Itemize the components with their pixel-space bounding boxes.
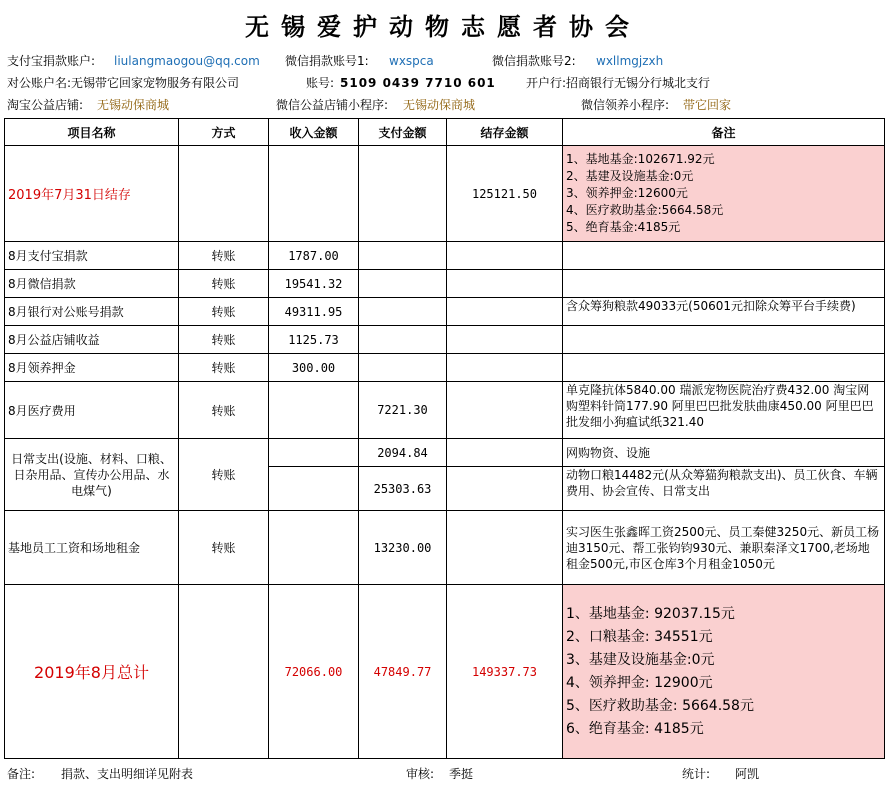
wages-balance (447, 511, 563, 585)
row-balance (447, 270, 563, 298)
opening-remark-line: 3、领养押金:12600元 (566, 186, 688, 200)
daily-balance (447, 439, 563, 467)
header-name: 项目名称 (5, 119, 179, 146)
total-remark-line: 6、绝育基金: 4185元 (566, 720, 704, 737)
row-remark: 含众筹狗粮款49033元(50601元扣除众筹平台手续费) (563, 298, 885, 326)
wages-remark: 实习医生张鑫晖工资2500元、员工秦健3250元、新员工杨迪3150元、帮工张钧钧930元、兼职秦泽文1700,老场地租金500元,市区仓库3个月租金1050元 (563, 511, 885, 585)
row-method: 转账 (179, 298, 269, 326)
total-balance: 149337.73 (447, 585, 563, 759)
row-method: 转账 (179, 242, 269, 270)
info-row-accounts (0, 50, 886, 74)
opening-expense (359, 146, 447, 242)
opening-method (179, 146, 269, 242)
wechat1-value: wxspca (389, 54, 434, 68)
row-method: 转账 (179, 326, 269, 354)
total-remark-line: 4、领养押金: 12900元 (566, 674, 713, 691)
daily-expense-1: 2094.84 (359, 439, 447, 467)
row-expense (359, 354, 447, 382)
daily-remark-1: 网购物资、设施 (563, 439, 885, 467)
table-row (5, 242, 885, 270)
daily-name: 日常支出(设施、材料、口粮、日杂用品、宣传办公用品、水电煤气) (5, 439, 179, 511)
wages-expense: 13230.00 (359, 511, 447, 585)
footer-remark-value: 捐款、支出明细详见附表 (61, 767, 194, 781)
daily-expense-2: 25303.63 (359, 467, 447, 511)
row-method: 转账 (179, 354, 269, 382)
row-remark (563, 270, 885, 298)
wages-name: 基地员工工资和场地租金 (5, 511, 179, 585)
alipay-value: liulangmaogou@qq.com (114, 54, 260, 68)
row-expense (359, 270, 447, 298)
row-name: 8月公益店铺收益 (5, 326, 179, 354)
wx-store-value: 无锡动保商城 (403, 98, 476, 112)
total-row (5, 585, 885, 759)
footer-stat-value: 阿凯 (735, 767, 760, 781)
footer-remark-label: 备注: (7, 767, 36, 781)
total-name: 2019年8月总计 (5, 585, 179, 759)
total-remark-line: 2、口粮基金: 34551元 (566, 628, 713, 645)
opening-remark-line: 4、医疗救助基金:5664.58元 (566, 203, 724, 217)
row-income: 19541.32 (269, 270, 359, 298)
info-row-stores (0, 94, 886, 118)
opening-remark-line: 2、基建及设施基金:0元 (566, 169, 694, 183)
page-title: 无锡爱护动物志愿者协会 (245, 12, 641, 41)
row-income (269, 382, 359, 439)
footer-stat-label: 统计: (682, 767, 711, 781)
taobao-value: 无锡动保商城 (97, 98, 170, 112)
account-no-label: 账号: (306, 76, 335, 90)
wages-method: 转账 (179, 511, 269, 585)
footer-audit-value: 季挺 (449, 767, 474, 781)
finance-table (4, 118, 885, 759)
table-row (5, 298, 885, 326)
opening-balance: 125121.50 (447, 146, 563, 242)
opening-remark (563, 146, 885, 242)
row-balance (447, 242, 563, 270)
row-name: 8月医疗费用 (5, 382, 179, 439)
daily-income (269, 439, 359, 467)
footer-audit-label: 审核: (406, 767, 435, 781)
info-row-bank (0, 72, 886, 96)
total-income: 72066.00 (269, 585, 359, 759)
table-row (5, 354, 885, 382)
row-remark (563, 242, 885, 270)
wechat2-value: wxllmgjzxh (596, 54, 664, 68)
total-remark-line: 5、医疗救助基金: 5664.58元 (566, 697, 754, 714)
row-name: 8月支付宝捐款 (5, 242, 179, 270)
row-income: 300.00 (269, 354, 359, 382)
row-remark (563, 326, 885, 354)
footer (0, 760, 886, 789)
row-expense (359, 242, 447, 270)
daily-method: 转账 (179, 439, 269, 511)
wx-adopt-value: 带它回家 (683, 98, 732, 112)
row-name: 8月领养押金 (5, 354, 179, 382)
row-remark (563, 354, 885, 382)
header-balance: 结存金额 (447, 119, 563, 146)
bank-name: 开户行:招商银行无锡分行城北支行 (526, 76, 711, 90)
row-method: 转账 (179, 382, 269, 439)
row-method: 转账 (179, 270, 269, 298)
opening-income (269, 146, 359, 242)
total-expense: 47849.77 (359, 585, 447, 759)
header-income: 收入金额 (269, 119, 359, 146)
total-remark-line: 3、基建及设施基金:0元 (566, 651, 715, 668)
total-remark (563, 585, 885, 759)
opening-remark-line: 1、基地基金:102671.92元 (566, 152, 715, 166)
row-expense: 7221.30 (359, 382, 447, 439)
row-income: 1125.73 (269, 326, 359, 354)
row-name: 8月银行对公账号捐款 (5, 298, 179, 326)
total-method (179, 585, 269, 759)
wechat1-label: 微信捐款账号1: (285, 54, 369, 68)
total-remark-line: 1、基地基金: 92037.15元 (566, 605, 735, 622)
wx-adopt-label: 微信领养小程序: (581, 98, 670, 112)
header-method: 方式 (179, 119, 269, 146)
wechat2-label: 微信捐款账号2: (492, 54, 576, 68)
row-remark: 单克隆抗体5840.00 瑞派宠物医院治疗费432.00 淘宝网购塑料针筒177.90 阿里巴巴批发肤曲康450.00 阿里巴巴批发细小狗瘟试纸321.40 (563, 382, 885, 439)
corp-account-name: 对公账户名:无锡带它回家宠物服务有限公司 (7, 76, 240, 90)
header-remark: 备注 (563, 119, 885, 146)
table-row (5, 270, 885, 298)
daily-income-2 (269, 467, 359, 511)
table-row (5, 382, 885, 439)
daily-balance-2 (447, 467, 563, 511)
table-row (5, 326, 885, 354)
row-balance (447, 382, 563, 439)
row-balance (447, 326, 563, 354)
daily-remark-2: 动物口粮14482元(从众筹猫狗粮款支出)、员工伙食、车辆费用、协会宣传、日常支出 (563, 467, 885, 511)
opening-name: 2019年7月31日结存 (5, 146, 179, 242)
wages-row (5, 511, 885, 585)
daily-expense-row (5, 439, 885, 467)
opening-remark-line: 5、绝育基金:4185元 (566, 220, 681, 234)
wx-store-label: 微信公益店铺小程序: (276, 98, 389, 112)
row-income: 1787.00 (269, 242, 359, 270)
alipay-label: 支付宝捐款账户: (7, 54, 96, 68)
table-header (5, 119, 885, 146)
wages-income (269, 511, 359, 585)
row-expense (359, 298, 447, 326)
header-expense: 支付金额 (359, 119, 447, 146)
row-balance (447, 298, 563, 326)
row-balance (447, 354, 563, 382)
taobao-label: 淘宝公益店铺: (7, 98, 84, 112)
row-income: 49311.95 (269, 298, 359, 326)
row-expense (359, 326, 447, 354)
opening-balance-row (5, 146, 885, 242)
row-name: 8月微信捐款 (5, 270, 179, 298)
account-no-value: 5109 0439 7710 601 (340, 76, 496, 90)
